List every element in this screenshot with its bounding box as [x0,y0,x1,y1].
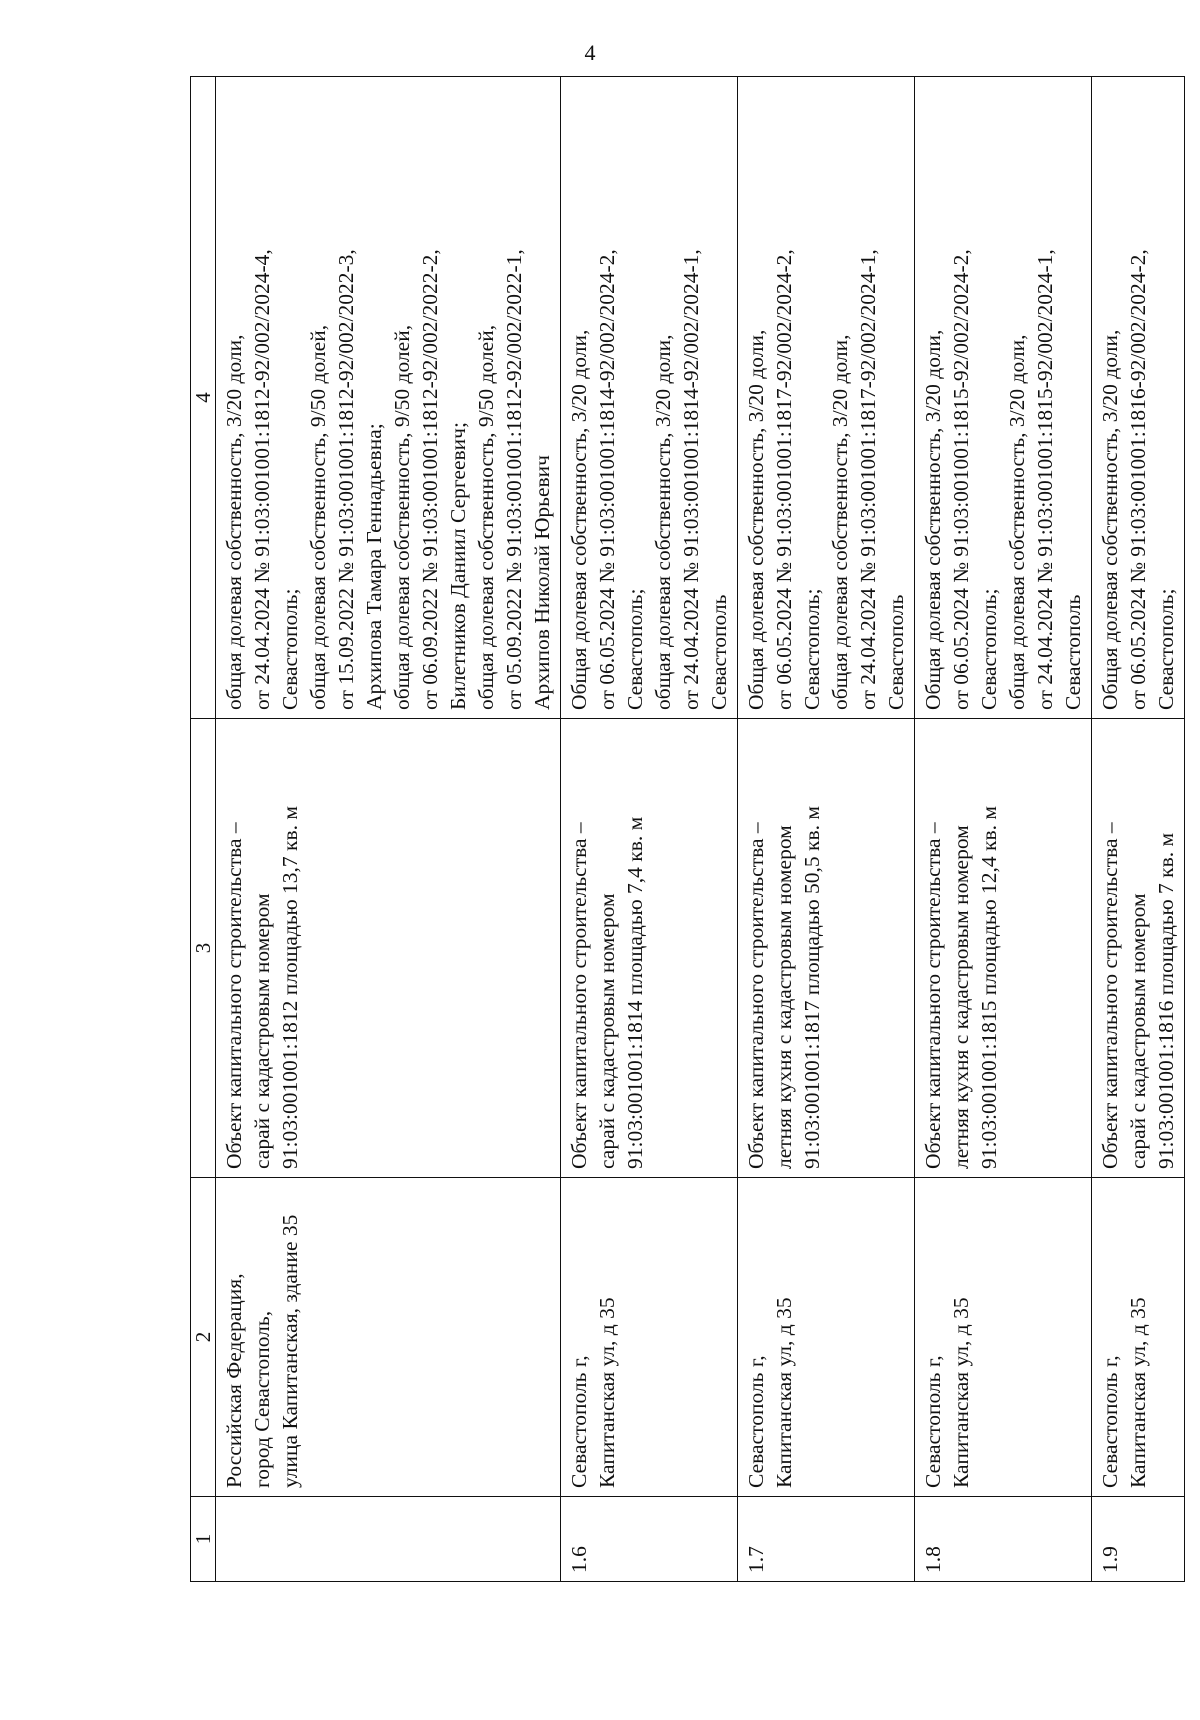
address-line: улица Капитанская, здание 35 [278,1214,302,1488]
rights-line: от 06.05.2024 № 91:03:001001:1815-92/002/2024-2, [949,249,973,710]
rights-line: Общая долевая собственность, 3/20 доли, [744,329,768,710]
rights-line: Севастополь; [278,588,302,710]
row-number-cell: 1.9 [1092,1497,1185,1582]
rights-line: от 24.04.2024 № 91:03:001001:1812-92/002/2024-4, [250,249,274,710]
rights-line: общая долевая собственность, 9/50 долей, [474,324,498,710]
table-row [738,77,915,1582]
object-line: летняя кухня с кадастровым номером [949,825,973,1169]
object-line: Объект капитального строительства – [222,822,246,1169]
row-number-cell [216,1497,561,1582]
rights-line: общая долевая собственность, 9/50 долей, [306,324,330,710]
object-line: Объект капитального строительства – [921,822,945,1169]
rights-line: Севастополь [1061,594,1085,710]
table-row [915,77,1092,1582]
rights-line: от 06.05.2024 № 91:03:001001:1814-92/002/2024-2, [595,249,619,710]
rights-line: от 06.09.2022 № 91:03:001001:1812-92/002/2022-2, [418,249,442,710]
object-line: Объект капитального строительства – [744,822,768,1169]
object-line: Объект капитального строительства – [1098,822,1122,1169]
rights-line: от 24.04.2024 № 91:03:001001:1814-92/002/2024-1, [679,249,703,710]
rights-line: от 06.05.2024 № 91:03:001001:1817-92/002/2024-2, [772,249,796,710]
row-number-cell: 1.8 [915,1497,1092,1582]
row-number-cell: 1.6 [561,1497,738,1582]
address-line: Севастополь г, [1098,1355,1122,1488]
rights-line: Севастополь; [1154,588,1178,710]
table-header-row [191,77,216,1582]
address-line: Капитанская ул, д 35 [1126,1297,1150,1488]
rights-line: Севастополь; [800,588,824,710]
object-line: 91:03:001001:1812 площадью 13,7 кв. м [278,805,302,1169]
object-line: летняя кухня с кадастровым номером [772,825,796,1169]
header-col-3: 3 [191,719,216,1178]
object-line: 91:03:001001:1816 площадью 7 кв. м [1154,832,1178,1169]
rights-line: общая долевая собственность, 3/20 доли, [828,334,852,710]
row-number-cell: 1.7 [738,1497,915,1582]
rights-line: общая долевая собственность, 3/20 доли, [651,334,675,710]
object-cell [561,719,738,1178]
rights-line: Севастополь [884,594,908,710]
rights-line: от 24.04.2024 № 91:03:001001:1817-92/002/2024-1, [856,249,880,710]
object-line: сарай с кадастровым номером [250,893,274,1169]
address-line: Капитанская ул, д 35 [772,1297,796,1488]
table-row [1092,77,1185,1582]
address-line: Капитанская ул, д 35 [949,1297,973,1488]
address-cell [1092,1178,1185,1497]
address-cell [915,1178,1092,1497]
table-row [216,77,561,1582]
rights-line: от 05.09.2022 № 91:03:001001:1812-92/002/2022-1, [502,249,526,710]
rights-cell [216,77,561,719]
address-cell [561,1178,738,1497]
address-cell [738,1178,915,1497]
address-line: Севастополь г, [921,1355,945,1488]
rights-line: Билетников Даниил Сергеевич; [446,422,470,710]
rights-line: общая долевая собственность, 3/20 доли, [1005,334,1029,710]
rights-cell [561,77,738,719]
object-cell [915,719,1092,1178]
object-cell [738,719,915,1178]
object-line: Объект капитального строительства – [567,822,591,1169]
address-line: город Севастополь, [250,1310,274,1488]
address-cell [216,1178,561,1497]
rights-line: от 06.05.2024 № 91:03:001001:1816-92/002/2024-2, [1126,249,1150,710]
rights-cell [915,77,1092,719]
rights-line: Севастополь; [623,588,647,710]
rights-line: общая долевая собственность, 9/50 долей, [390,324,414,710]
rights-line: Общая долевая собственность, 3/20 доли, [1098,329,1122,710]
rights-line: от 24.04.2024 № 91:03:001001:1815-92/002/2024-1, [1033,249,1057,710]
header-col-4: 4 [191,77,216,719]
object-cell [1092,719,1185,1178]
header-col-2: 2 [191,1178,216,1497]
rights-line: Общая долевая собственность, 3/20 доли, [567,329,591,710]
object-line: 91:03:001001:1815 площадью 12,4 кв. м [977,805,1001,1169]
object-line: 91:03:001001:1817 площадью 50,5 кв. м [800,805,824,1169]
rights-line: Архипов Николай Юрьевич [530,455,554,710]
rights-line: Севастополь [707,594,731,710]
rights-cell [738,77,915,719]
table-rotated-container [190,113,1178,1582]
rights-line: Архипова Тамара Геннадьевна; [362,423,386,710]
address-line: Капитанская ул, д 35 [595,1297,619,1488]
rights-cell [1092,77,1185,719]
rights-line: от 15.09.2022 № 91:03:001001:1812-92/002/2022-3, [334,249,358,710]
property-rights-table [190,76,1185,1582]
rights-line: общая долевая собственность, 3/20 доли, [222,334,246,710]
object-cell [216,719,561,1178]
table-row [561,77,738,1582]
object-line: сарай с кадастровым номером [595,893,619,1169]
header-col-1: 1 [191,1497,216,1582]
address-line: Российская Федерация, [222,1273,246,1488]
object-line: 91:03:001001:1814 площадью 7,4 кв. м [623,816,647,1169]
object-line: сарай с кадастровым номером [1126,893,1150,1169]
address-line: Севастополь г, [567,1355,591,1488]
rights-line: Севастополь; [977,588,1001,710]
address-line: Севастополь г, [744,1355,768,1488]
rights-line: Общая долевая собственность, 3/20 доли, [921,329,945,710]
page-number: 4 [584,40,596,65]
